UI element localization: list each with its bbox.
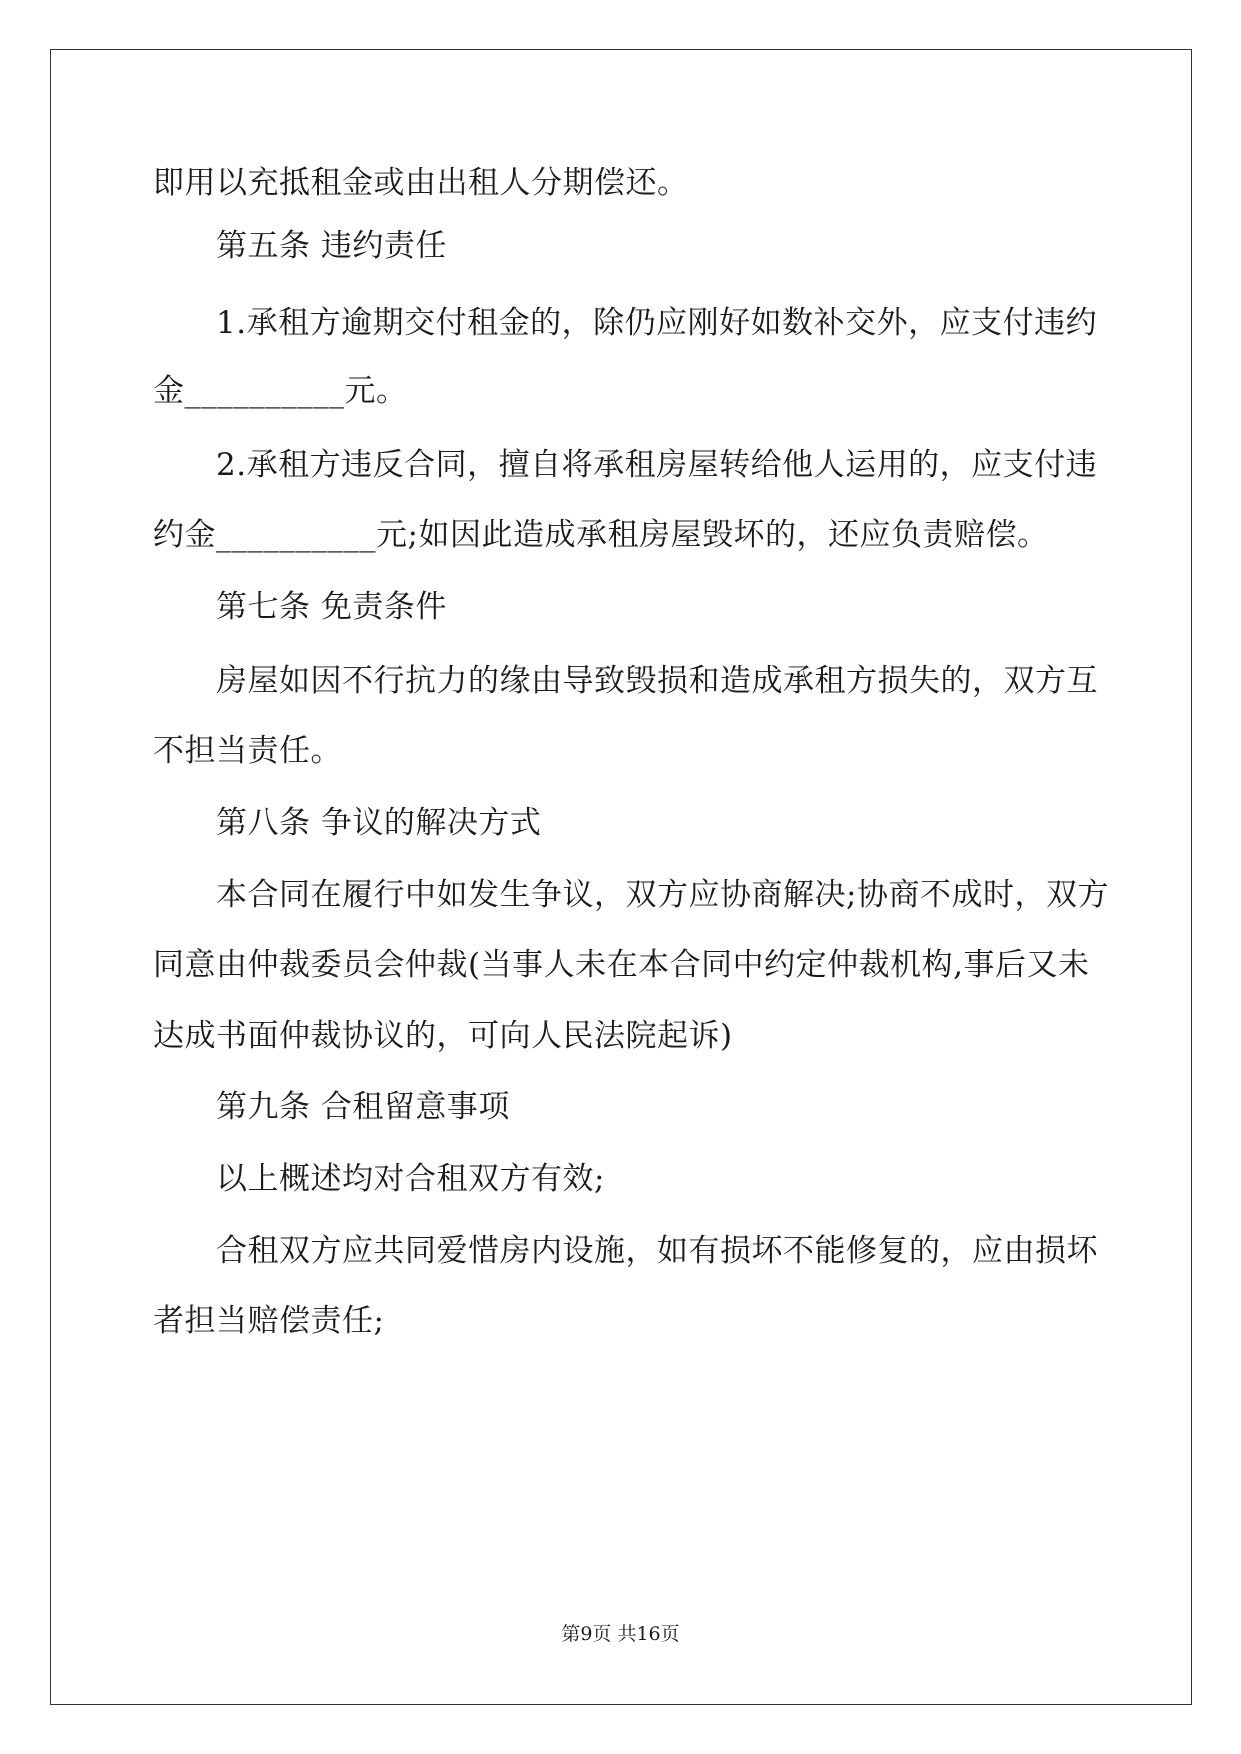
paragraph-line: 达成书面仲裁协议的，可向人民法院起诉) — [153, 1018, 733, 1054]
paragraph-line: 者担当赔偿责任; — [153, 1303, 385, 1339]
paragraph-line: 合租双方应共同爱惜房内设施，如有损坏不能修复的，应由损坏 — [216, 1233, 1098, 1269]
paragraph-line: 2.承租方违反合同，擅自将承租房屋转给他人运用的，应支付违 — [216, 447, 1098, 483]
paragraph-line: 即用以充抵租金或由出租人分期偿还。 — [153, 165, 689, 201]
paragraph-line: 1.承租方逾期交付租金的，除仍应刚好如数补交外，应支付违约 — [216, 305, 1098, 341]
paragraph-line: 约金__________元;如因此造成承租房屋毁坏的，还应负责赔偿。 — [153, 517, 1049, 553]
section-heading: 第八条 争议的解决方式 — [216, 805, 542, 841]
paragraph-line: 房屋如因不行抗力的缘由导致毁损和造成承租方损失的，双方互 — [216, 663, 1098, 699]
section-heading: 第七条 免责条件 — [216, 589, 447, 625]
paragraph-line: 不担当责任。 — [153, 733, 342, 769]
section-heading: 第五条 违约责任 — [216, 228, 447, 264]
paragraph-line: 金__________元。 — [153, 373, 408, 409]
section-heading: 第九条 合租留意事项 — [216, 1089, 510, 1125]
paragraph-line: 以上概述均对合租双方有效; — [216, 1161, 605, 1197]
page-number: 第9页 共16页 — [561, 1623, 680, 1645]
paragraph-line: 同意由仲裁委员会仲裁(当事人未在本合同中约定仲裁机构,事后又未 — [153, 947, 1090, 983]
paragraph-line: 本合同在履行中如发生争议，双方应协商解决;协商不成时，双方 — [216, 877, 1109, 913]
